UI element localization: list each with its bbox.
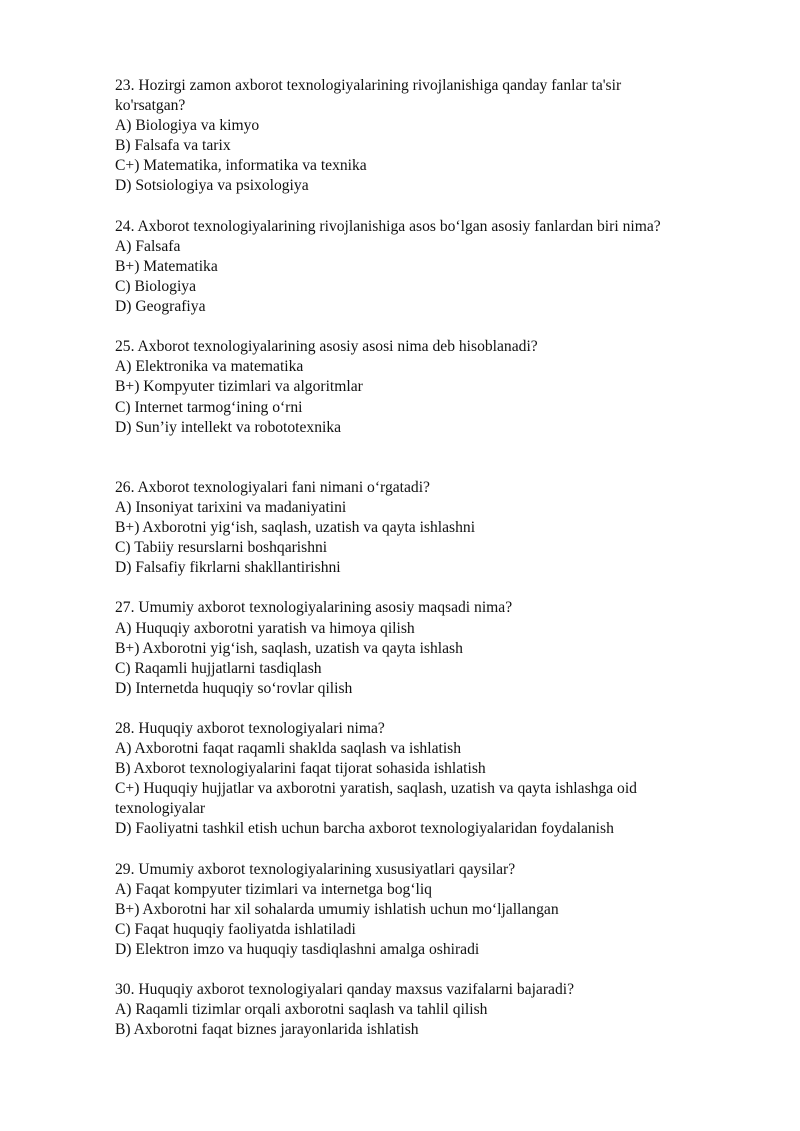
question-26	[115, 478, 755, 578]
answer-option-correct: B+) Kompyuter tizimlari va algoritmlar	[115, 378, 363, 396]
question-28	[115, 719, 755, 840]
answer-option: D) Falsafiy fikrlarni shakllantirishni	[115, 559, 341, 577]
question-29	[115, 860, 755, 960]
question-text: 25. Axborot texnologiyalarining asosiy asosi nima deb hisoblanadi?	[115, 338, 538, 356]
answer-option: A) Falsafa	[115, 237, 181, 255]
answer-option: A) Huquqiy axborotni yaratish va himoya qilish	[115, 619, 415, 637]
answer-option-correct-continued: texnologiyalar	[115, 800, 206, 818]
question-text: 28. Huquqiy axborot texnologiyalari nima?	[115, 720, 385, 737]
question-text: ko'rsatgan?	[115, 97, 186, 115]
answer-option: D) Geografiya	[115, 298, 206, 316]
question-24	[115, 217, 755, 317]
answer-option: B) Axborotni faqat biznes jarayonlarida ishlatish	[115, 1021, 419, 1039]
question-text: 26. Axborot texnologiyalari fani nimani o‘rgatadi?	[115, 478, 430, 496]
question-27	[115, 598, 755, 698]
answer-option-correct: C+) Matematika, informatika va texnika	[115, 157, 367, 175]
answer-option: D) Sun’iy intellekt va robototexnika	[115, 418, 342, 436]
question-text: 29. Umumiy axborot texnologiyalarining xususiyatlari qaysilar?	[115, 860, 516, 878]
question-text: 27. Umumiy axborot texnologiyalarining asosiy maqsadi nima?	[115, 599, 513, 617]
answer-option: A) Insoniyat tarixini va madaniyatini	[115, 498, 347, 516]
answer-option: B) Axborot texnologiyalarini faqat tijorat sohasida ishlatish	[115, 760, 486, 778]
answer-option: C) Raqamli hujjatlarni tasdiqlash	[115, 659, 322, 677]
answer-option: D) Internetda huquqiy so‘rovlar qilish	[115, 679, 353, 697]
question-text: 24. Axborot texnologiyalarining rivojlanishiga asos bo‘lgan asosiy fanlardan biri nima?	[115, 217, 661, 235]
question-text: 30. Huquqiy axborot texnologiyalari qanday maxsus vazifalarni bajaradi?	[115, 981, 575, 999]
answer-option: C) Faqat huquqiy faoliyatda ishlatiladi	[115, 920, 356, 938]
answer-option: D) Faoliyatni tashkil etish uchun barcha axborot texnologiyalaridan foydalanish	[115, 820, 614, 838]
question-text: 23. Hozirgi zamon axborot texnologiyalarining rivojlanishiga qanday fanlar ta'sir	[115, 77, 622, 94]
answer-option: A) Elektronika va matematika	[115, 358, 304, 376]
question-23	[115, 76, 755, 197]
question-30	[115, 980, 755, 1040]
answer-option-correct: B+) Axborotni har xil sohalarda umumiy ishlatish uchun mo‘ljallangan	[115, 900, 559, 918]
answer-option-correct: B+) Axborotni yig‘ish, saqlash, uzatish va qayta ishlash	[115, 639, 463, 657]
answer-option: A) Axborotni faqat raqamli shaklda saqlash va ishlatish	[115, 740, 462, 758]
answer-option: D) Sotsiologiya va psixologiya	[115, 177, 309, 195]
answer-option: C) Tabiiy resurslarni boshqarishni	[115, 539, 328, 557]
answer-option: B) Falsafa va tarix	[115, 137, 231, 155]
answer-option: A) Biologiya va kimyo	[115, 117, 260, 135]
document-page	[115, 76, 755, 1061]
answer-option: A) Faqat kompyuter tizimlari va internetga bog‘liq	[115, 880, 432, 898]
answer-option: D) Elektron imzo va huquqiy tasdiqlashni amalga oshiradi	[115, 941, 480, 959]
answer-option-correct: B+) Matematika	[115, 257, 218, 275]
answer-option-correct: C+) Huquqiy hujjatlar va axborotni yaratish, saqlash, uzatish va qayta ishlashga oid	[115, 780, 637, 798]
answer-option: A) Raqamli tizimlar orqali axborotni saqlash va tahlil qilish	[115, 1001, 488, 1019]
question-25	[115, 337, 755, 437]
answer-option: C) Biologiya	[115, 277, 196, 295]
answer-option-correct: B+) Axborotni yig‘ish, saqlash, uzatish va qayta ishlashni	[115, 519, 476, 537]
answer-option: C) Internet tarmog‘ining o‘rni	[115, 398, 303, 416]
